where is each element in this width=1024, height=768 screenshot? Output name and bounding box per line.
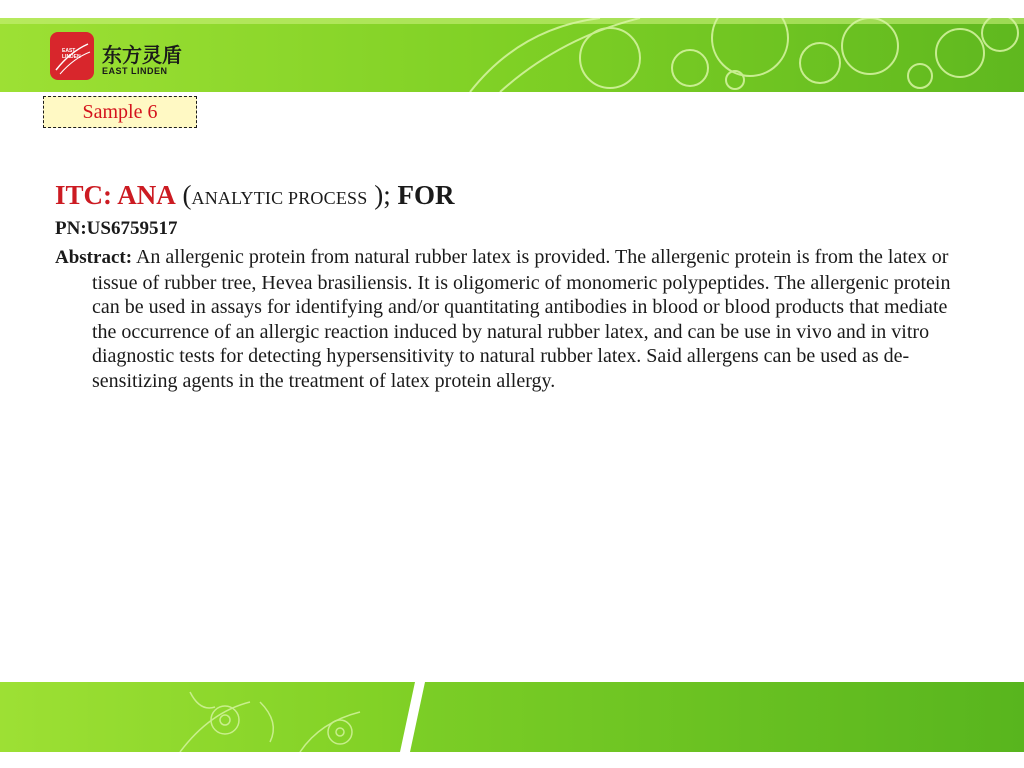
abstract-paragraph	[55, 245, 965, 394]
heading-close-paren: );	[367, 180, 398, 210]
company-logo	[50, 32, 185, 80]
logo-badge-line2: LINDEN	[62, 54, 81, 60]
heading-open-paren: (	[175, 180, 192, 210]
logo-badge	[50, 32, 94, 80]
heading-itc: ITC: ANA	[55, 180, 176, 210]
heading-process: ANALYTIC PROCESS	[191, 188, 368, 208]
sample-label: Sample 6	[43, 96, 197, 128]
abstract-label: Abstract:	[55, 247, 133, 268]
logo-chinese-name: 东方灵盾	[102, 43, 182, 67]
heading-for: FOR	[397, 180, 455, 210]
patent-number: PN:US6759517	[55, 218, 178, 239]
slide-heading	[55, 178, 965, 215]
logo-badge-line1: EAST	[62, 48, 76, 54]
logo-english-name: EAST LINDEN	[102, 66, 168, 76]
slide-content	[55, 178, 965, 394]
bottom-banner	[0, 682, 1024, 752]
abstract-text: An allergenic protein from natural rubber latex is provided. The allergenic protein is from the latex or tissue of rubber tree, Hevea brasiliensis. It is oligomeric of monomeric polypeptides. The allergenic protein can be used in assays for identifying and/or quantitating antibodies in blood or blood products that mediate the occurrence of an allergic reaction induced by natural rubber latex, and can be use in vivo and in vitro diagnostic tests for detecting hypersensitivity to natural rubber latex. Said allergens can be used as de-sensitizing agents in the treatment of latex protein allergy.	[92, 246, 951, 392]
